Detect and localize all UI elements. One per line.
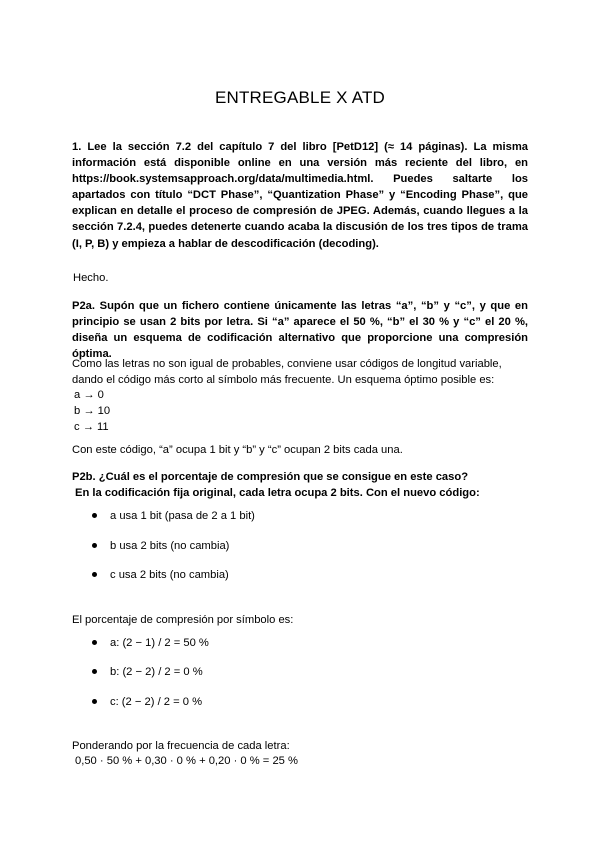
weight-label: Ponderando por la frecuencia de cada letra: [72, 740, 290, 752]
bullet-item: a usa 1 bit (pasa de 2 a 1 bit) [92, 510, 255, 522]
answer-p2a-conclusion: Con este código, “a” ocupa 1 bit y “b” y “c” ocupan 2 bits cada una. [72, 444, 403, 456]
question-p2b: P2b. ¿Cuál es el porcentaje de compresión que se consigue en este caso? [72, 471, 469, 483]
code-item-a: a → 0 [74, 389, 104, 401]
answer-p2a-text: Como las letras no son igual de probables, conviene usar códigos de longitud variable, dando el código más corto al símbolo más frecuente. Un esquema óptimo posible es: [72, 358, 502, 386]
answer-p2b-intro: En la codificación fija original, cada letra ocupa 2 bits. Con el nuevo código: [75, 487, 480, 499]
code-item-b: b → 10 [74, 405, 111, 417]
bullet-icon [92, 543, 97, 548]
bullet-icon [92, 640, 97, 645]
bullet-item: b: (2 − 2) / 2 = 0 % [92, 666, 203, 678]
bullet-item: c: (2 − 2) / 2 = 0 % [92, 696, 202, 708]
code-list [74, 387, 530, 435]
bullet-icon [92, 669, 97, 674]
bullet-item: c usa 2 bits (no cambia) [92, 569, 229, 581]
page-title: ENTREGABLE X ATD [214, 88, 386, 107]
bullet-icon [92, 513, 97, 518]
question-1: 1. Lee la sección 7.2 del capítulo 7 del libro [PetD12] (≈ 14 páginas). La misma información está disponible online en una versión más reciente del libro, en https://book.systemsapproach.org/data/multimedia.html. Puedes saltarte los apartados con título “DCT Phase”, “Quantization Phase” y “Encoding Phase”, que explican en detalle el proceso de compresión de JPEG. Además, cuando llegues a la sección 7.2.4, puedes detenerte cuando acaba la discusión de los tres tipos de trama (I, P, B) y empieza a hablar de descodificación (decoding). [72, 141, 528, 250]
question-p2a: P2a. Supón que un fichero contiene únicamente las letras “a”, “b” y “c”, y que en principio se usan 2 bits por letra. Si “a” aparece el 50 %, “b” el 30 % y “c” el 20 %, diseña un esquema de codificación alternativo que proporcione una compresión óptima. [72, 300, 528, 360]
done-note: Hecho. [73, 272, 109, 284]
bullet-item: a: (2 − 1) / 2 = 50 % [92, 637, 209, 649]
bullet-icon [92, 572, 97, 577]
final-formula: 0,50 · 50 % + 0,30 · 0 % + 0,20 · 0 % = 25 % [75, 755, 298, 767]
code-item-c: c → 11 [74, 421, 109, 433]
bullet-icon [92, 699, 97, 704]
bullet-item: b usa 2 bits (no cambia) [92, 540, 229, 552]
per-symbol-label: El porcentaje de compresión por símbolo es: [72, 614, 294, 626]
